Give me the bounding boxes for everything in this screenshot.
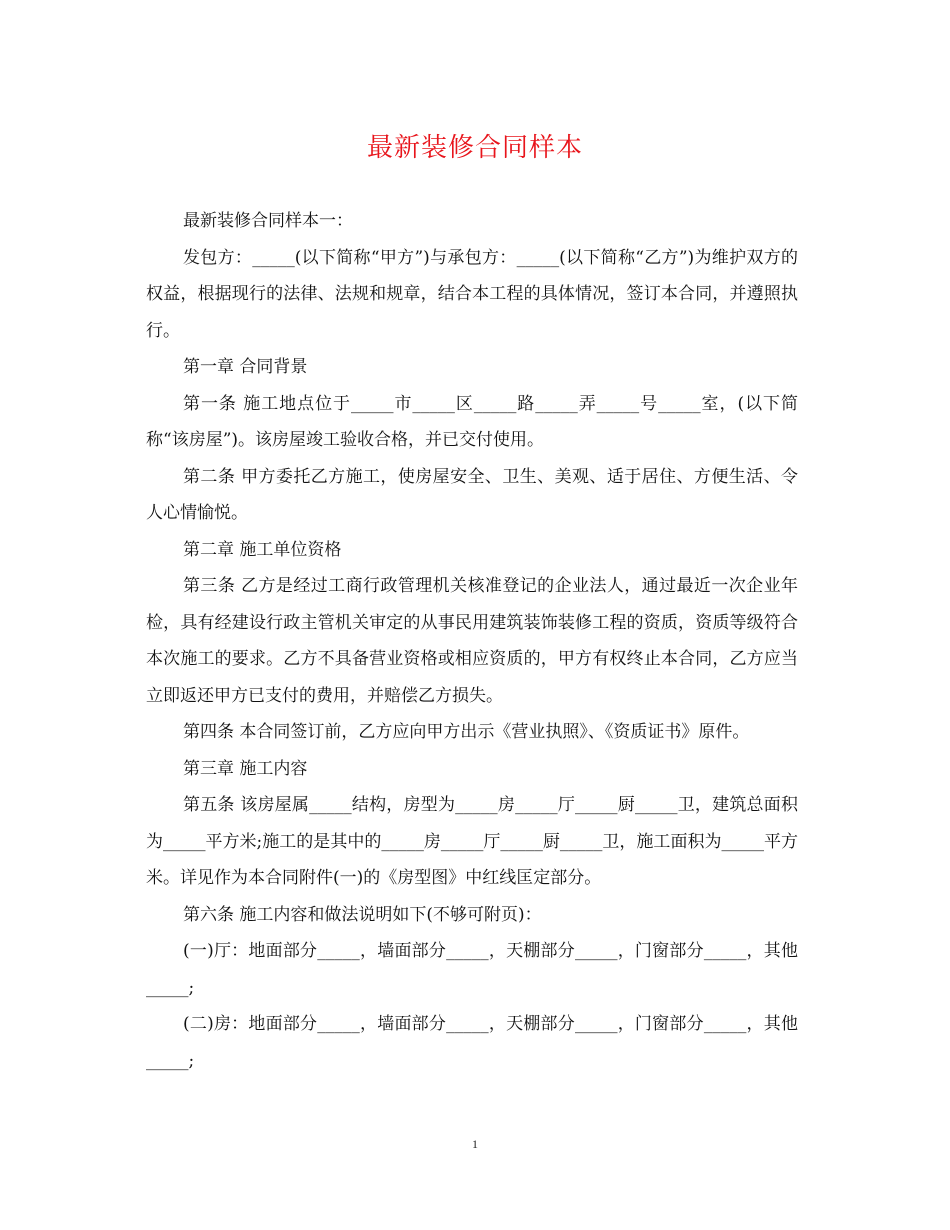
chapter-2-heading: 第二章 施工单位资格 [183, 539, 342, 560]
article-5: 第五条 该房屋属_____结构，房型为_____房_____厅_____厨_____卫，建筑总面积为_____平方米;施工的是其中的_____房_____厅_____厨_____卫，施工面积为_____平方米。详见作为本合同附件(一)的《房型图》中红线匡定部分。 [146, 795, 798, 888]
paragraph-intro: 最新装修合同样本一： [183, 211, 353, 231]
item-room: (二)房：地面部分_____，墙面部分_____，天棚部分_____，门窗部分_____，其他_____; [146, 1014, 798, 1071]
article-2: 第二条 甲方委托乙方施工，使房屋安全、卫生、美观、适于居住、方便生活、令人心情愉悦。 [146, 466, 798, 523]
document-body [146, 203, 798, 1079]
article-6: 第六条 施工内容和做法说明如下(不够可附页)： [183, 904, 542, 925]
document-title: 最新装修合同样本 [366, 133, 583, 163]
chapter-1-heading: 第一章 合同背景 [183, 357, 308, 377]
article-1: 第一条 施工地点位于_____市_____区_____路_____弄_____号_____室，(以下简称“该房屋”)。该房屋竣工验收合格，并已交付使用。 [146, 393, 798, 450]
article-3: 第三条 乙方是经过工商行政管理机关核准登记的企业法人，通过最近一次企业年检，具有经建设行政主管机关审定的从事民用建筑装饰装修工程的资质，资质等级符合本次施工的要求。乙方不具备营业资格或相应资质的，甲方有权终止本合同，乙方应当立即返还甲方已支付的费用，并赔偿乙方损失。 [146, 576, 798, 706]
article-4: 第四条 本合同签订前，乙方应向甲方出示《营业执照》、《资质证书》原件。 [183, 722, 750, 742]
item-hall: (一)厅：地面部分_____，墙面部分_____，天棚部分_____，门窗部分_____，其他_____; [146, 941, 798, 998]
page-number: 1 [472, 1137, 478, 1151]
chapter-3-heading: 第三章 施工内容 [183, 758, 308, 779]
paragraph-parties: 发包方：_____(以下简称“甲方”)与承包方：_____(以下简称“乙方”)为维护双方的权益，根据现行的法律、法规和规章，结合本工程的具体情况，签订本合同，并遵照执行。 [146, 247, 798, 341]
